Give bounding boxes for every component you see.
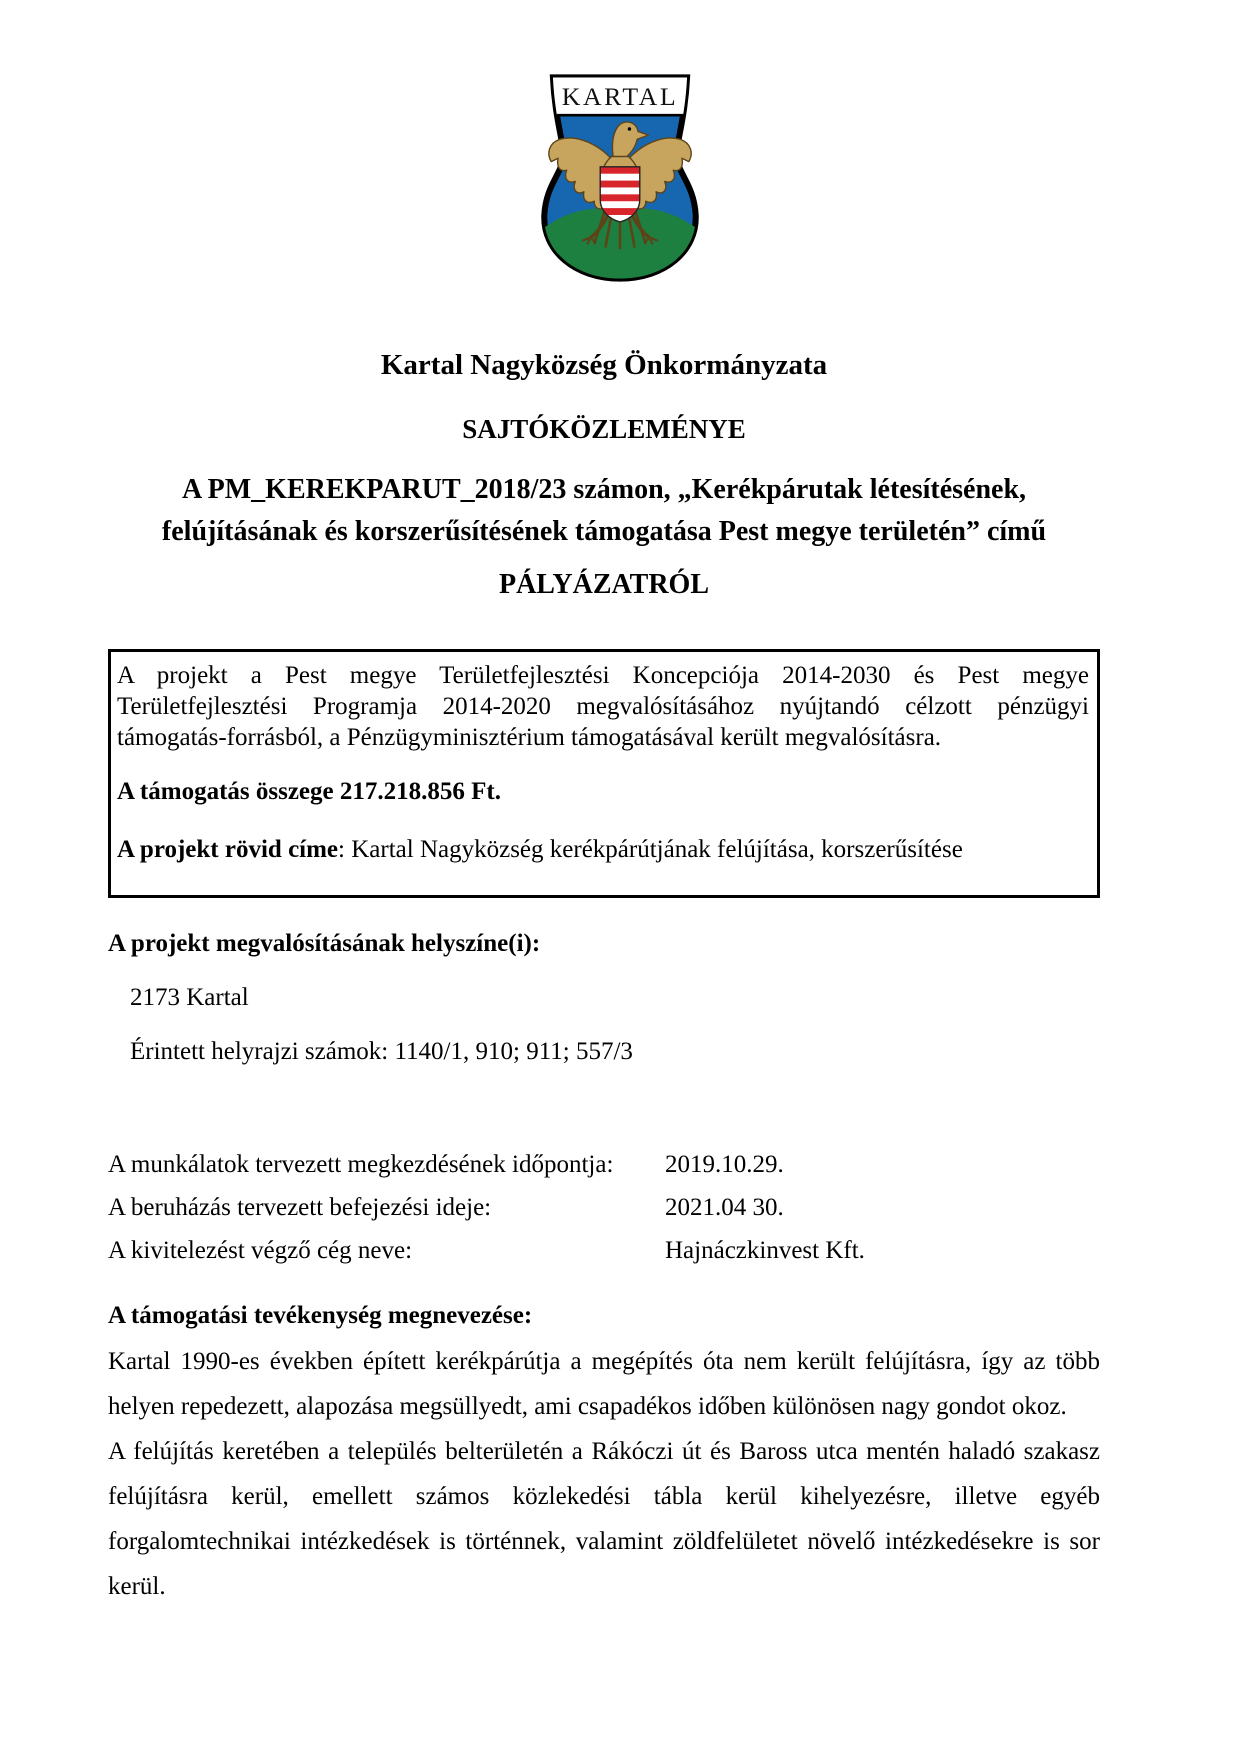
grant-amount-line: A támogatás összege 217.218.856 Ft. <box>117 778 501 805</box>
detail-label: A munkálatok tervezett megkezdésének időpontja: <box>108 1151 614 1178</box>
project-short-title-label: A projekt rövid címe <box>117 836 339 863</box>
document-content <box>108 348 1100 1609</box>
arpad-stripes-shield <box>600 167 640 222</box>
detail-value: Hajnáczkinvest Kft. <box>665 1237 865 1264</box>
detail-value: 2021.04 30. <box>665 1194 784 1221</box>
detail-label: A kivitelezést végző cég neve: <box>108 1237 413 1264</box>
summary-box <box>108 649 1100 898</box>
detail-row-contractor <box>108 1229 1100 1272</box>
call-title <box>108 469 1100 553</box>
location-parcels: Érintett helyrajzi számok: 1140/1, 910; 911; 557/3 <box>130 1038 633 1065</box>
location-city: 2173 Kartal <box>130 984 249 1011</box>
call-title-line1: A PM_KEREKPARUT_2018/23 számon, „Kerékpárutak létesítésének, <box>181 474 1027 505</box>
call-title-line2: felújításának és korszerűsítésének támogatása Pest megye területén” című <box>161 516 1047 547</box>
activity-paragraph-2: A felújítás keretében a település belterületén a Rákóczi út és Baross utca mentén haladó szakasz felújításra kerül, emellett számos közlekedési tábla kerül kihelyezésre, illetve egyéb forgalomtechnikai intézkedések is történnek, valamint zöldfelületet növelő intézkedésekre is sor kerül. <box>108 1438 1100 1600</box>
crest-banner-text: KARTAL <box>561 81 679 111</box>
project-detail-rows <box>108 1143 1100 1272</box>
coat-of-arms <box>534 70 706 286</box>
project-short-title-line <box>117 834 1089 865</box>
location-heading: A projekt megvalósításának helyszíne(i): <box>108 930 541 957</box>
document-type-heading: SAJTÓKÖZLEMÉNYE <box>462 414 746 444</box>
about-heading: PÁLYÁZATRÓL <box>498 569 710 600</box>
activity-paragraph-1: Kartal 1990-es években épített kerékpárútja a megépítés óta nem került felújításra, így az több helyen repedezett, alapozása megsüllyedt, ami csapadékos időben különösen nagy gondot okoz. <box>108 1348 1100 1420</box>
organization-title: Kartal Nagyközség Önkormányzata <box>380 349 828 381</box>
detail-label: A beruházás tervezett befejezési ideje: <box>108 1194 492 1221</box>
project-short-title-value: : Kartal Nagyközség kerékpárútjának felújítása, korszerűsítése <box>338 836 963 863</box>
detail-row-end-date <box>108 1186 1100 1229</box>
activity-heading: A támogatási tevékenység megnevezése: <box>108 1302 533 1329</box>
detail-row-start-date <box>108 1143 1100 1186</box>
detail-value: 2019.10.29. <box>665 1151 784 1178</box>
summary-paragraph: A projekt a Pest megye Területfejlesztési Koncepciója 2014-2030 és Pest megye Területfejlesztési Programja 2014-2020 megvalósításához nyújtandó célzott pénzügyi támogatás-forrásból, a Pénzügyminisztérium támogatásával került megvalósításra. <box>117 662 1089 751</box>
